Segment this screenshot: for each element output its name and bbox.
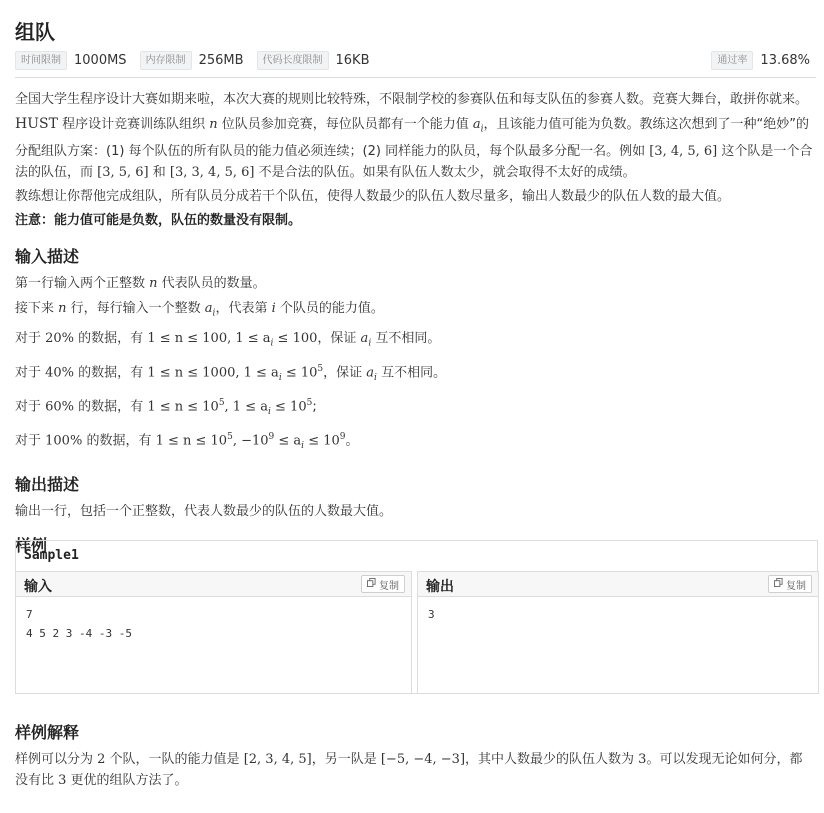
copy-input-button[interactable] xyxy=(361,575,405,593)
copy-output-label: 复制 xyxy=(786,580,806,592)
desc-paragraph-2: HUST 程序设计竞赛训练队组织 n 位队员参加竞赛，每位队员都有一个能力值 $a_i$，且该能力值可能为负数。教练这次想到了一种“绝妙”的分配组队方案：(1) 每个队伍的所有队员的能力值必须连续；(2) 同样能力的队员，每个队最多分配一名。例如 [3, 4, 5, 6] 这个队是一个合法的队伍，而 [3, 5, 6] 和 [3, 3, 4, 5, 6] 不是合法的队伍。如果有队伍人数太少，就会取得不太好的成绩。 xyxy=(15,116,813,180)
input-line-3: 对于 20% 的数据，有 1 ≤ n ≤ 100, $1 \le a_i \le 100$，保证 $a_i$ 互不相同。 xyxy=(15,331,441,349)
explanation-section xyxy=(15,720,814,791)
desc-paragraph-1: 全国大学生程序设计大赛如期来啦，本次大赛的规则比较特殊，不限制学校的参赛队伍和每支队伍的参赛人数。竞赛大舞台，敢拼你就来。 xyxy=(15,92,809,107)
problem-meta xyxy=(15,49,814,71)
copy-output-button[interactable] xyxy=(768,575,812,593)
input-heading: 输入描述 xyxy=(15,246,80,266)
desc-note: 注意：能力值可能是负数，队伍的数量没有限制。 xyxy=(15,212,302,228)
sample-output-header xyxy=(418,572,818,597)
sample-card xyxy=(15,540,818,694)
input-line-5: 对于 60% 的数据，有 $1 \le n \le 10^5$, $1 \le a_i \le 10^5$; xyxy=(15,397,317,417)
page-title: 组队 xyxy=(15,20,55,44)
divider xyxy=(15,77,816,78)
copy-icon xyxy=(367,578,376,590)
output-line: 输出一行，包括一个正整数，代表人数最少的队伍的人数最大值。 xyxy=(15,503,393,519)
pass-rate-tag: 通过率 xyxy=(711,51,753,70)
pass-rate-value: 13.68% xyxy=(760,52,810,68)
sample-heading: 样例 xyxy=(15,535,48,555)
problem-description xyxy=(15,89,814,556)
sample-output-label: 输出 xyxy=(426,579,454,595)
output-heading: 输出描述 xyxy=(15,474,80,494)
input-line-6: 对于 100% 的数据，有 $1 \le n \le 10^5$, $-10^9 \le a_i \le 10^9$。 xyxy=(15,431,359,451)
code-limit-value: 16KB xyxy=(335,52,370,68)
sample-input-text: 7 4 5 2 3 -4 -3 -5 xyxy=(26,608,132,640)
input-line-4: 对于 40% 的数据，有 1 ≤ n ≤ 1000, $1 \le a_i \le 10^5$，保证 $a_i$ 互不相同。 xyxy=(15,363,447,383)
sample-output-text: 3 xyxy=(428,608,435,621)
explanation-text: 样例可以分为 2 个队，一队的能力值是 [2, 3, 4, 5]，另一队是 [−5, −4, −3]，其中人数最少的队伍人数为 3。可以发现无论如何分，都没有比 3 更优的组队方法了。 xyxy=(15,752,803,788)
sample-output-panel xyxy=(417,571,819,694)
time-limit-value: 1000MS xyxy=(74,52,127,68)
copy-icon xyxy=(774,578,783,590)
sample-input-label: 输入 xyxy=(24,579,52,595)
sample-name: Sample1 xyxy=(24,548,79,563)
explanation-heading: 样例解释 xyxy=(15,723,80,742)
sample-input-header xyxy=(16,572,411,597)
memory-limit-tag: 内存限制 xyxy=(140,51,192,70)
memory-limit-value: 256MB xyxy=(198,52,244,68)
input-line-1: 第一行输入两个正整数 n 代表队员的数量。 xyxy=(15,275,266,291)
desc-paragraph-3: 教练想让你帮他完成组队，所有队员分成若干个队伍，使得人数最少的队伍人数尽量多，输出人数最少的队伍人数的最大值。 xyxy=(15,188,731,204)
sample-input-panel xyxy=(15,571,412,694)
code-limit-tag: 代码长度限制 xyxy=(257,51,329,70)
time-limit-tag: 时间限制 xyxy=(15,51,67,70)
copy-input-label: 复制 xyxy=(379,580,399,592)
input-line-2: 接下来 n 行，每行输入一个整数 $a_i$，代表第 i 个队员的能力值。 xyxy=(15,300,384,319)
